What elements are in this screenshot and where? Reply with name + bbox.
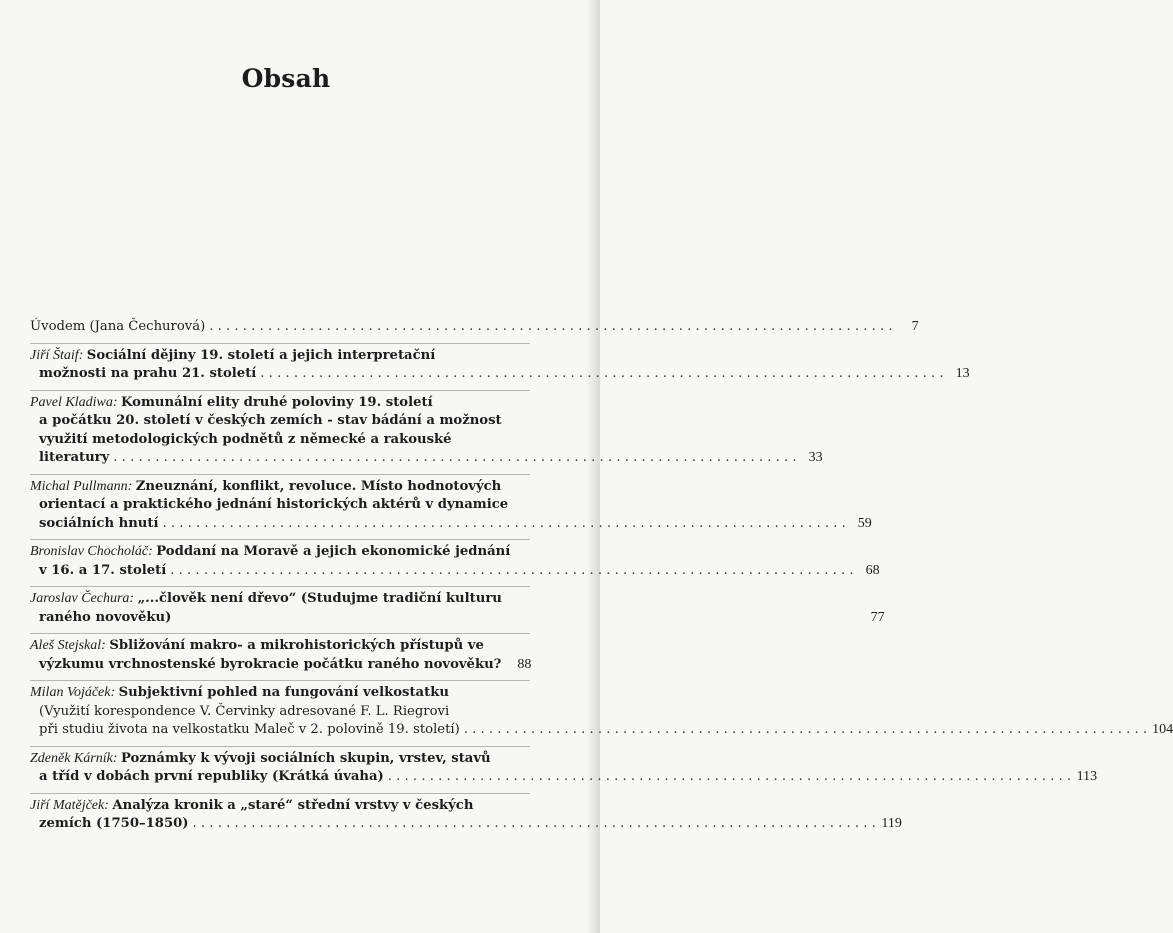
page-number: 7: [911, 319, 919, 334]
toc-entry-title-line: literatury: [39, 450, 110, 465]
toc-entry-staif[interactable]: Jiří Štaif : Sociální dějiny 19. století a jejich interpretační možnosti na prahu 21. století . . . 13: [30, 344, 530, 391]
toc-entry-cechura[interactable]: Jaroslav Čechura : „...člověk není dřevo“ (Studujme tradiční kulturu raného novověku) 77: [30, 587, 530, 634]
toc-entry-title-line: orientací a praktického jednání historických aktérů v dynamice: [39, 497, 509, 512]
toc-entry-title-line: výzkumu vrchnostenské byrokracie počátku raného novověku?: [39, 656, 502, 672]
toc-entry-title-line: možnosti na prahu 21. století: [39, 366, 257, 381]
dot-leader: [170, 562, 853, 581]
page-number: 33: [808, 450, 823, 465]
toc-entry-pullmann[interactable]: Michal Pullmann : Zneuznání, konflikt, revoluce. Místo hodnotových orientací a praktického jednání historických aktérů v dynamice sociálních hnutí . . . 59: [30, 475, 530, 541]
toc-entry-title: Sociální dějiny 19. století a jejich interpretační: [86, 347, 436, 363]
page-title: Obsah: [241, 64, 331, 93]
toc-entry-author: Pavel Kladiwa: [30, 394, 113, 410]
toc-entry-title-line: zemích (1750–1850): [39, 816, 189, 831]
toc-entry-author: Michal Pullmann: [30, 478, 128, 494]
toc-entry-author: Jiří Štaif: [30, 347, 79, 363]
page-number: 113: [1076, 769, 1098, 784]
toc-entry-title: „...člověk není dřevo“ (Studujme tradiční kulturu: [137, 591, 502, 606]
dot-leader: [260, 365, 943, 384]
toc-entry-author: Bronislav Chocholáč: [30, 544, 149, 559]
toc-entry-author: Zdeněk Kárník: [30, 750, 113, 766]
page-number: 88: [517, 656, 532, 672]
dot-leader: [464, 721, 1147, 740]
toc-entry-author: Aleš Stejskal: [30, 638, 102, 653]
toc-entry-title: Úvodem (Jana Čechurová): [30, 319, 206, 334]
toc-entry-title-line: sociálních hnutí: [39, 515, 159, 531]
toc-entry-stejskal[interactable]: Aleš Stejskal : Sbližování makro- a mikrohistorických přístupů ve výzkumu vrchnostenské byrokracie počátku raného novověku? 88: [30, 634, 530, 681]
dot-leader: [163, 515, 846, 534]
toc-entry-title-line: využití metodologických podnětů z německé a rakouské: [39, 431, 452, 447]
toc-entry-intro[interactable]: [30, 316, 919, 344]
toc-entry-author: Milan Vojáček: [30, 685, 111, 700]
toc-entry-title: Zneuznání, konflikt, revoluce. Místo hodnotových: [135, 478, 502, 494]
dot-leader: [388, 768, 1071, 787]
page-number: 13: [955, 366, 970, 381]
toc-entry-title: Analýza kronik a „staré“ střední vrstvy v českých: [112, 797, 474, 813]
toc-entry-title-line: a tříd v dobách první republiky (Krátká úvaha): [39, 769, 384, 784]
toc-entry-matejcek[interactable]: Jiří Matějček : Analýza kronik a „staré“ střední vrstvy v českých zemích (1750–1850) . . . 119: [30, 794, 530, 840]
toc-entry-title: Poddaní na Moravě a jejich ekonomické jednání: [156, 544, 511, 559]
toc-entry-chocholac[interactable]: Bronislav Chocholáč : Poddaní na Moravě a jejich ekonomické jednání v 16. a 17. století . . . 68: [30, 540, 530, 587]
page-number: 104: [1152, 722, 1173, 737]
toc-entry-karnik[interactable]: Zdeněk Kárník : Poznámky k vývoji sociálních skupin, vrstev, stavů a tříd v dobách první republiky (Krátká úvaha) . . . 113: [30, 747, 530, 794]
toc-entry-author: Jaroslav Čechura: [30, 591, 130, 606]
page-number: 77: [870, 609, 885, 625]
toc-entry-title-line: a počátku 20. století v českých zemích - stav bádání a možnost: [39, 413, 502, 428]
page-number: 59: [857, 515, 872, 531]
toc-entry-title: Komunální elity druhé poloviny 19. století: [121, 394, 433, 410]
toc-entry-title: Subjektivní pohled na fungování velkostatku: [118, 685, 449, 700]
toc-entry-title: Poznámky k vývoji sociálních skupin, vrstev, stavů: [121, 750, 491, 766]
page-number: 68: [865, 562, 880, 578]
toc-entry-vojacek[interactable]: Milan Vojáček : Subjektivní pohled na fungování velkostatku (Využití korespondence V. Červinky adresované F. L. Riegrovi při studiu života na velkostatku Maleč v 2. polovině 19. století) . . . 104: [30, 681, 530, 747]
dot-leader: [193, 815, 876, 834]
toc-entry-title-line: raného novověku): [39, 609, 172, 625]
page-number: 119: [881, 816, 902, 831]
toc-entry-title-line: v 16. a 17. století: [39, 562, 167, 578]
dot-leader: [209, 318, 892, 337]
toc-entry-title-line: (Využití korespondence V. Červinky adresované F. L. Riegrovi: [39, 703, 450, 719]
dot-leader: [113, 449, 796, 468]
table-of-contents: [30, 316, 1173, 840]
toc-entry-author: Jiří Matějček: [30, 797, 105, 813]
toc-entry-title-line: při studiu života na velkostatku Maleč v 2. polovině 19. století): [39, 722, 460, 737]
toc-entry-kladiwa[interactable]: Pavel Kladiwa : Komunální elity druhé poloviny 19. století a počátku 20. století v českých zemích - stav bádání a možnost využití metodologických podnětů z německé a rakouské literatury . . . 33: [30, 391, 530, 475]
toc-entry-title: Sbližování makro- a mikrohistorických přístupů ve: [109, 638, 484, 653]
